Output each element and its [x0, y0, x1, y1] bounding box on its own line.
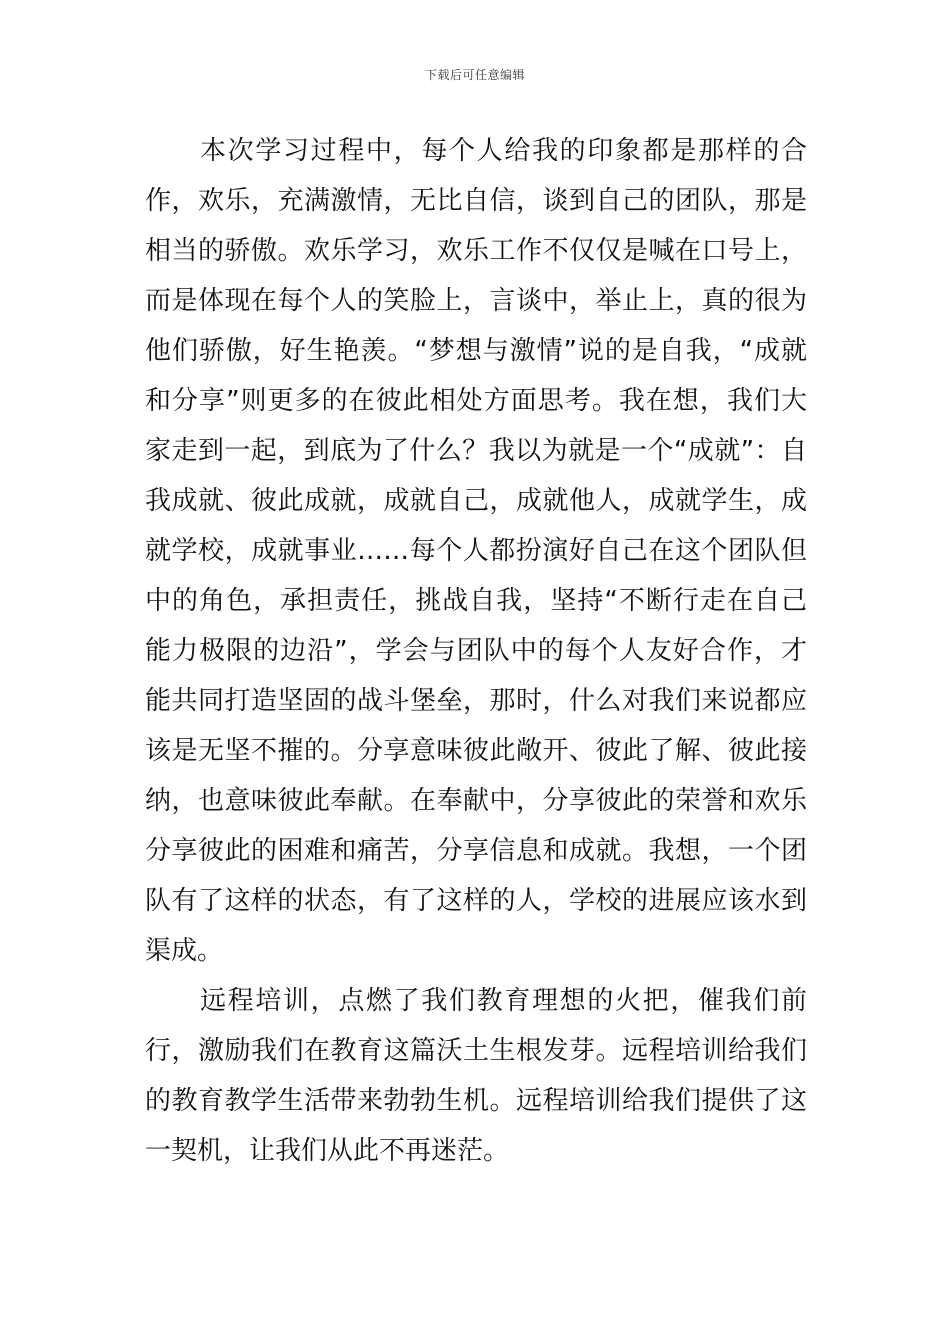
- page-header: 下载后可任意编辑: [424, 68, 525, 82]
- paragraph-2: 远程培训，点燃了我们教育理想的火把，催我们前行，激励我们在教育这篇沃土生根发芽。远程培训给我们的教育教学生活带来勃勃生机。远程培训给我们提供了这一契机，让我们从此不再迷茫。: [145, 986, 807, 1166]
- document-body: [145, 126, 807, 1176]
- paragraph-1: 本次学习过程中，每个人给我的印象都是那样的合作，欢乐，充满激情，无比自信，谈到自己的团队，那是相当的骄傲。欢乐学习，欢乐工作不仅仅是喊在口号上，而是体现在每个人的笑脸上，言谈中，举止上，真的很为他们骄傲，好生艳羡。“梦想与激情”说的是自我，“成就和分享”则更多的在彼此相处方面思考。我在想，我们大家走到一起，到底为了什么？我以为就是一个“成就”：自我成就、彼此成就，成就自己，成就他人，成就学生，成就学校，成就事业……每个人都扮演好自己在这个团队但中的角色，承担责任，挑战自我，坚持“不断行走在自己能力极限的边沿”，学会与团队中的每个人友好合作，才能共同打造坚固的战斗堡垒，那时，什么对我们来说都应该是无坚不摧的。分享意味彼此敞开、彼此了解、彼此接纳，也意味彼此奉献。在奉献中，分享彼此的荣誉和欢乐分享彼此的困难和痛苦，分享信息和成就。我想，一个团队有了这样的状态，有了这样的人，学校的进展应该水到渠成。: [145, 136, 807, 966]
